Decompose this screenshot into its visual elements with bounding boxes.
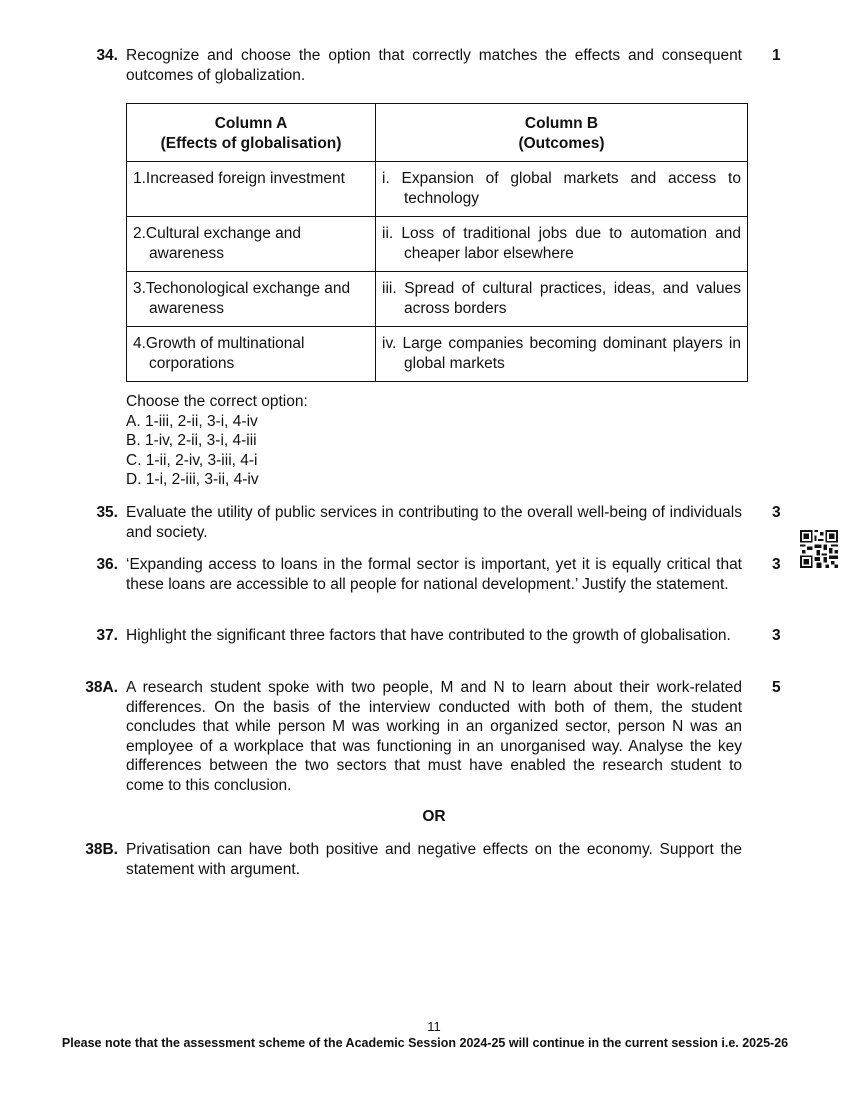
- column-a-header: Column A (Effects of globalisation): [127, 104, 376, 162]
- table-cell-b: i. Expansion of global markets and access to technology: [376, 162, 748, 217]
- question-number: 38B.: [85, 841, 118, 858]
- page-number: 11: [427, 1019, 441, 1034]
- question-text: Recognize and choose the option that correctly matches the effects and consequent outcomes of globalization.: [126, 47, 742, 84]
- question-number: 38A.: [85, 679, 118, 696]
- question-marks: 3: [772, 556, 781, 573]
- question-text: Highlight the significant three factors that have contributed to the growth of globalisation.: [126, 627, 731, 644]
- table-cell-b: ii. Loss of traditional jobs due to automation and cheaper labor elsewhere: [376, 217, 748, 272]
- table-cell-b: iv. Large companies becoming dominant players in global markets: [376, 327, 748, 382]
- footer-note: Please note that the assessment scheme of the Academic Session 2024-25 will continue in the current session i.e. 2025-26: [61, 1036, 789, 1050]
- table-row: [127, 272, 748, 327]
- question-number: 36.: [96, 556, 118, 573]
- question-number: 34.: [96, 47, 118, 64]
- question-text: Evaluate the utility of public services in contributing to the overall well-being of individuals and society.: [126, 504, 742, 541]
- option-d: D. 1-i, 2-iii, 3-ii, 4-iv: [126, 471, 259, 488]
- table-row: [127, 162, 748, 217]
- table-cell-a: 1.Increased foreign investment: [127, 162, 376, 217]
- question-marks: 3: [772, 627, 781, 644]
- option-c: C. 1-ii, 2-iv, 3-iii, 4-i: [126, 451, 258, 469]
- option-a: A. 1-iii, 2-ii, 3-i, 4-iv: [126, 412, 258, 430]
- table-cell-a: 2.Cultural exchange and awareness: [127, 217, 376, 272]
- column-b-header: Column B (Outcomes): [376, 104, 748, 162]
- qr-code-icon: [800, 530, 838, 568]
- answer-options: [126, 392, 308, 490]
- table-row: [127, 217, 748, 272]
- question-text: ‘Expanding access to loans in the formal sector is important, yet it is equally critical that these loans are accessible to all people for national development.’ Justify the statement.: [126, 556, 742, 593]
- question-marks: 3: [772, 504, 781, 521]
- question-text: A research student spoke with two people, M and N to learn about their work-related differences. On the basis of the interview conducted with both of them, the student concludes that while person M was working in an organized sector, person N was an employee of a workplace that was functioning in an unorganised way. Analyse the key differences between the two sectors that must have enabled the research student to come to this conclusion.: [126, 679, 742, 794]
- table-header-row: [127, 104, 748, 162]
- match-table: [126, 103, 748, 382]
- option-b: B. 1-iv, 2-ii, 3-i, 4-iii: [126, 432, 257, 449]
- or-separator: OR: [422, 808, 446, 825]
- options-prompt: Choose the correct option:: [126, 393, 308, 410]
- table-cell-b: iii. Spread of cultural practices, ideas, and values across borders: [376, 272, 748, 327]
- question-number: 37.: [96, 627, 118, 644]
- table-row: [127, 327, 748, 382]
- table-cell-a: 4.Growth of multinational corporations: [127, 327, 376, 382]
- question-marks: 1: [772, 47, 781, 64]
- question-number: 35.: [96, 504, 118, 521]
- question-marks: 5: [772, 679, 781, 696]
- question-text: Privatisation can have both positive and negative effects on the economy. Support the statement with argument.: [126, 841, 742, 878]
- table-cell-a: 3.Techonological exchange and awareness: [127, 272, 376, 327]
